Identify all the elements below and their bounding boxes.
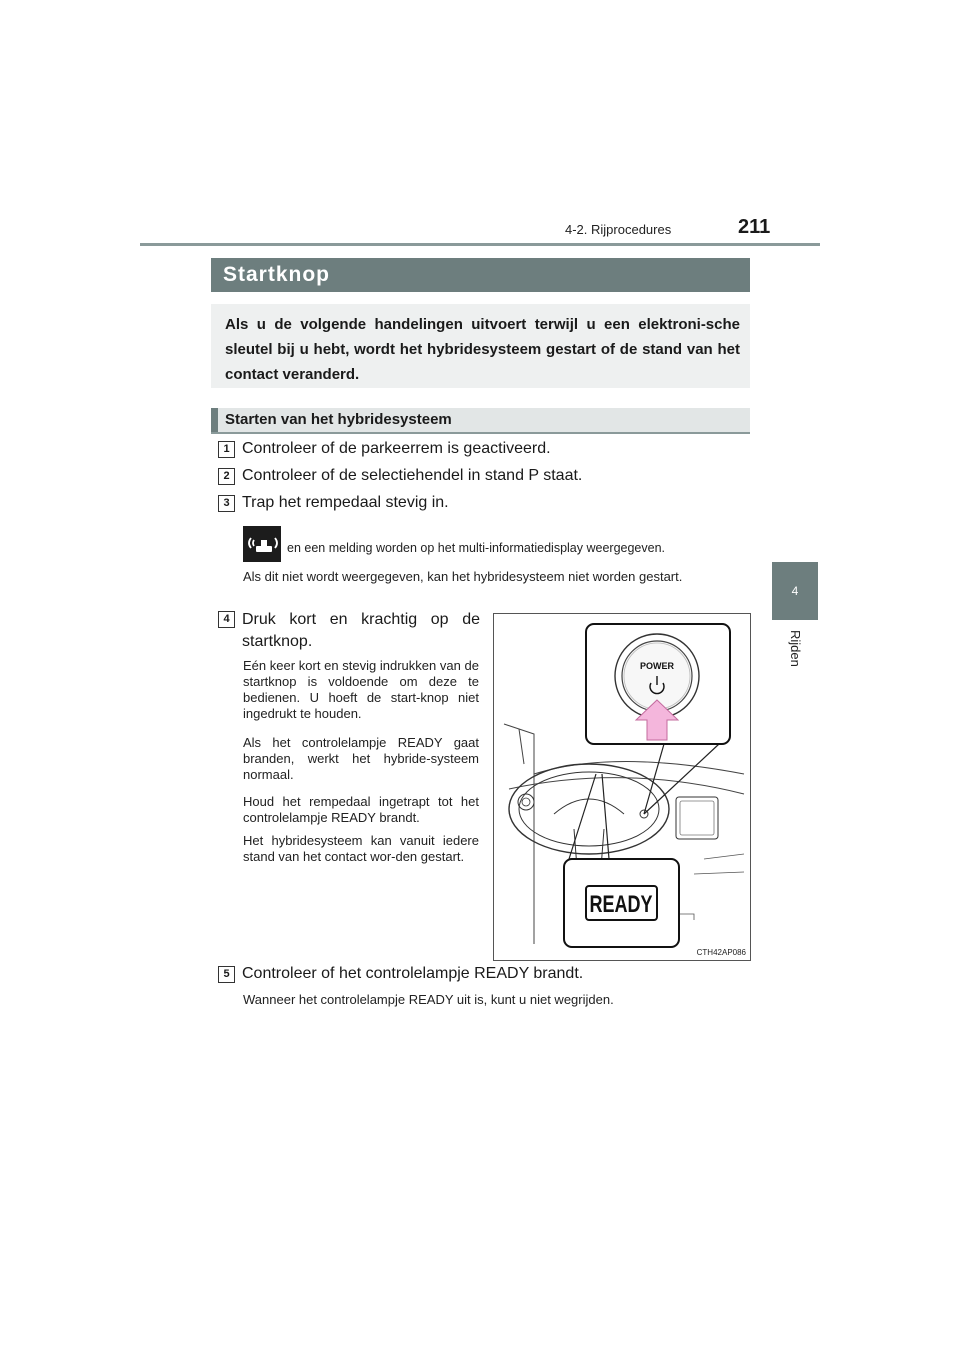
step5-note: Wanneer het controlelampje READY uit is, kunt u niet wegrijden. bbox=[243, 992, 614, 1007]
step4-note: Houd het rempedaal ingetrapt tot het controlelampje READY brandt. bbox=[243, 794, 479, 825]
figure-code: CTH42AP086 bbox=[696, 948, 746, 957]
chapter-label: Rijden bbox=[788, 630, 803, 667]
dashboard-illustration bbox=[493, 613, 751, 961]
page-number: 211 bbox=[738, 216, 771, 238]
key-warning-indicator-icon bbox=[243, 526, 281, 562]
indicator-note: en een melding worden op het multi-informatiedisplay weergegeven. bbox=[287, 541, 665, 555]
subheading bbox=[211, 408, 750, 434]
step-number: 2 bbox=[218, 468, 235, 485]
dashboard-drawing bbox=[494, 614, 750, 960]
step-text: Controleer of het controlelampje READY brandt. bbox=[242, 965, 584, 982]
chapter-tab: 4 bbox=[772, 562, 818, 620]
header-divider bbox=[140, 243, 820, 246]
ready-label: READY bbox=[589, 891, 653, 918]
step-number: 3 bbox=[218, 495, 235, 512]
page-title-bar bbox=[211, 258, 750, 292]
step-text: Druk kort en krachtig op de startknop. bbox=[242, 611, 480, 650]
step4-note: Eén keer kort en stevig indrukken van de startknop is voldoende om deze te bedienen. U hoeft de start-knop niet ingedrukt te houden. bbox=[243, 658, 479, 721]
subheading-marker bbox=[211, 408, 218, 432]
step-text: Controleer of de selectiehendel in stand P staat. bbox=[242, 467, 583, 484]
intro-text: Als u de volgende handelingen uitvoert terwijl u een elektroni-sche sleutel bij u hebt, wordt het hybridesysteem gestart of de stand van het contact veranderd. bbox=[225, 316, 740, 383]
power-label: POWER bbox=[639, 661, 675, 671]
page-title: Startknop bbox=[223, 263, 331, 286]
step-text: Controleer of de parkeerrem is geactiveerd. bbox=[242, 440, 551, 457]
step3-note: Als dit niet wordt weergegeven, kan het hybridesysteem niet worden gestart. bbox=[243, 569, 683, 584]
step-number: 5 bbox=[218, 966, 235, 983]
step4-note: Het hybridesysteem kan vanuit iedere stand van het contact wor-den gestart. bbox=[243, 833, 479, 864]
step-text: Trap het rempedaal stevig in. bbox=[242, 494, 449, 511]
step-number: 4 bbox=[218, 611, 235, 628]
step4-note: Als het controlelampje READY gaat branden, werkt het hybride-systeem normaal. bbox=[243, 735, 479, 782]
step-number: 1 bbox=[218, 441, 235, 458]
intro-box bbox=[211, 304, 750, 388]
section-title: 4-2. Rijprocedures bbox=[565, 222, 672, 237]
subheading-text: Starten van het hybridesysteem bbox=[225, 411, 452, 428]
